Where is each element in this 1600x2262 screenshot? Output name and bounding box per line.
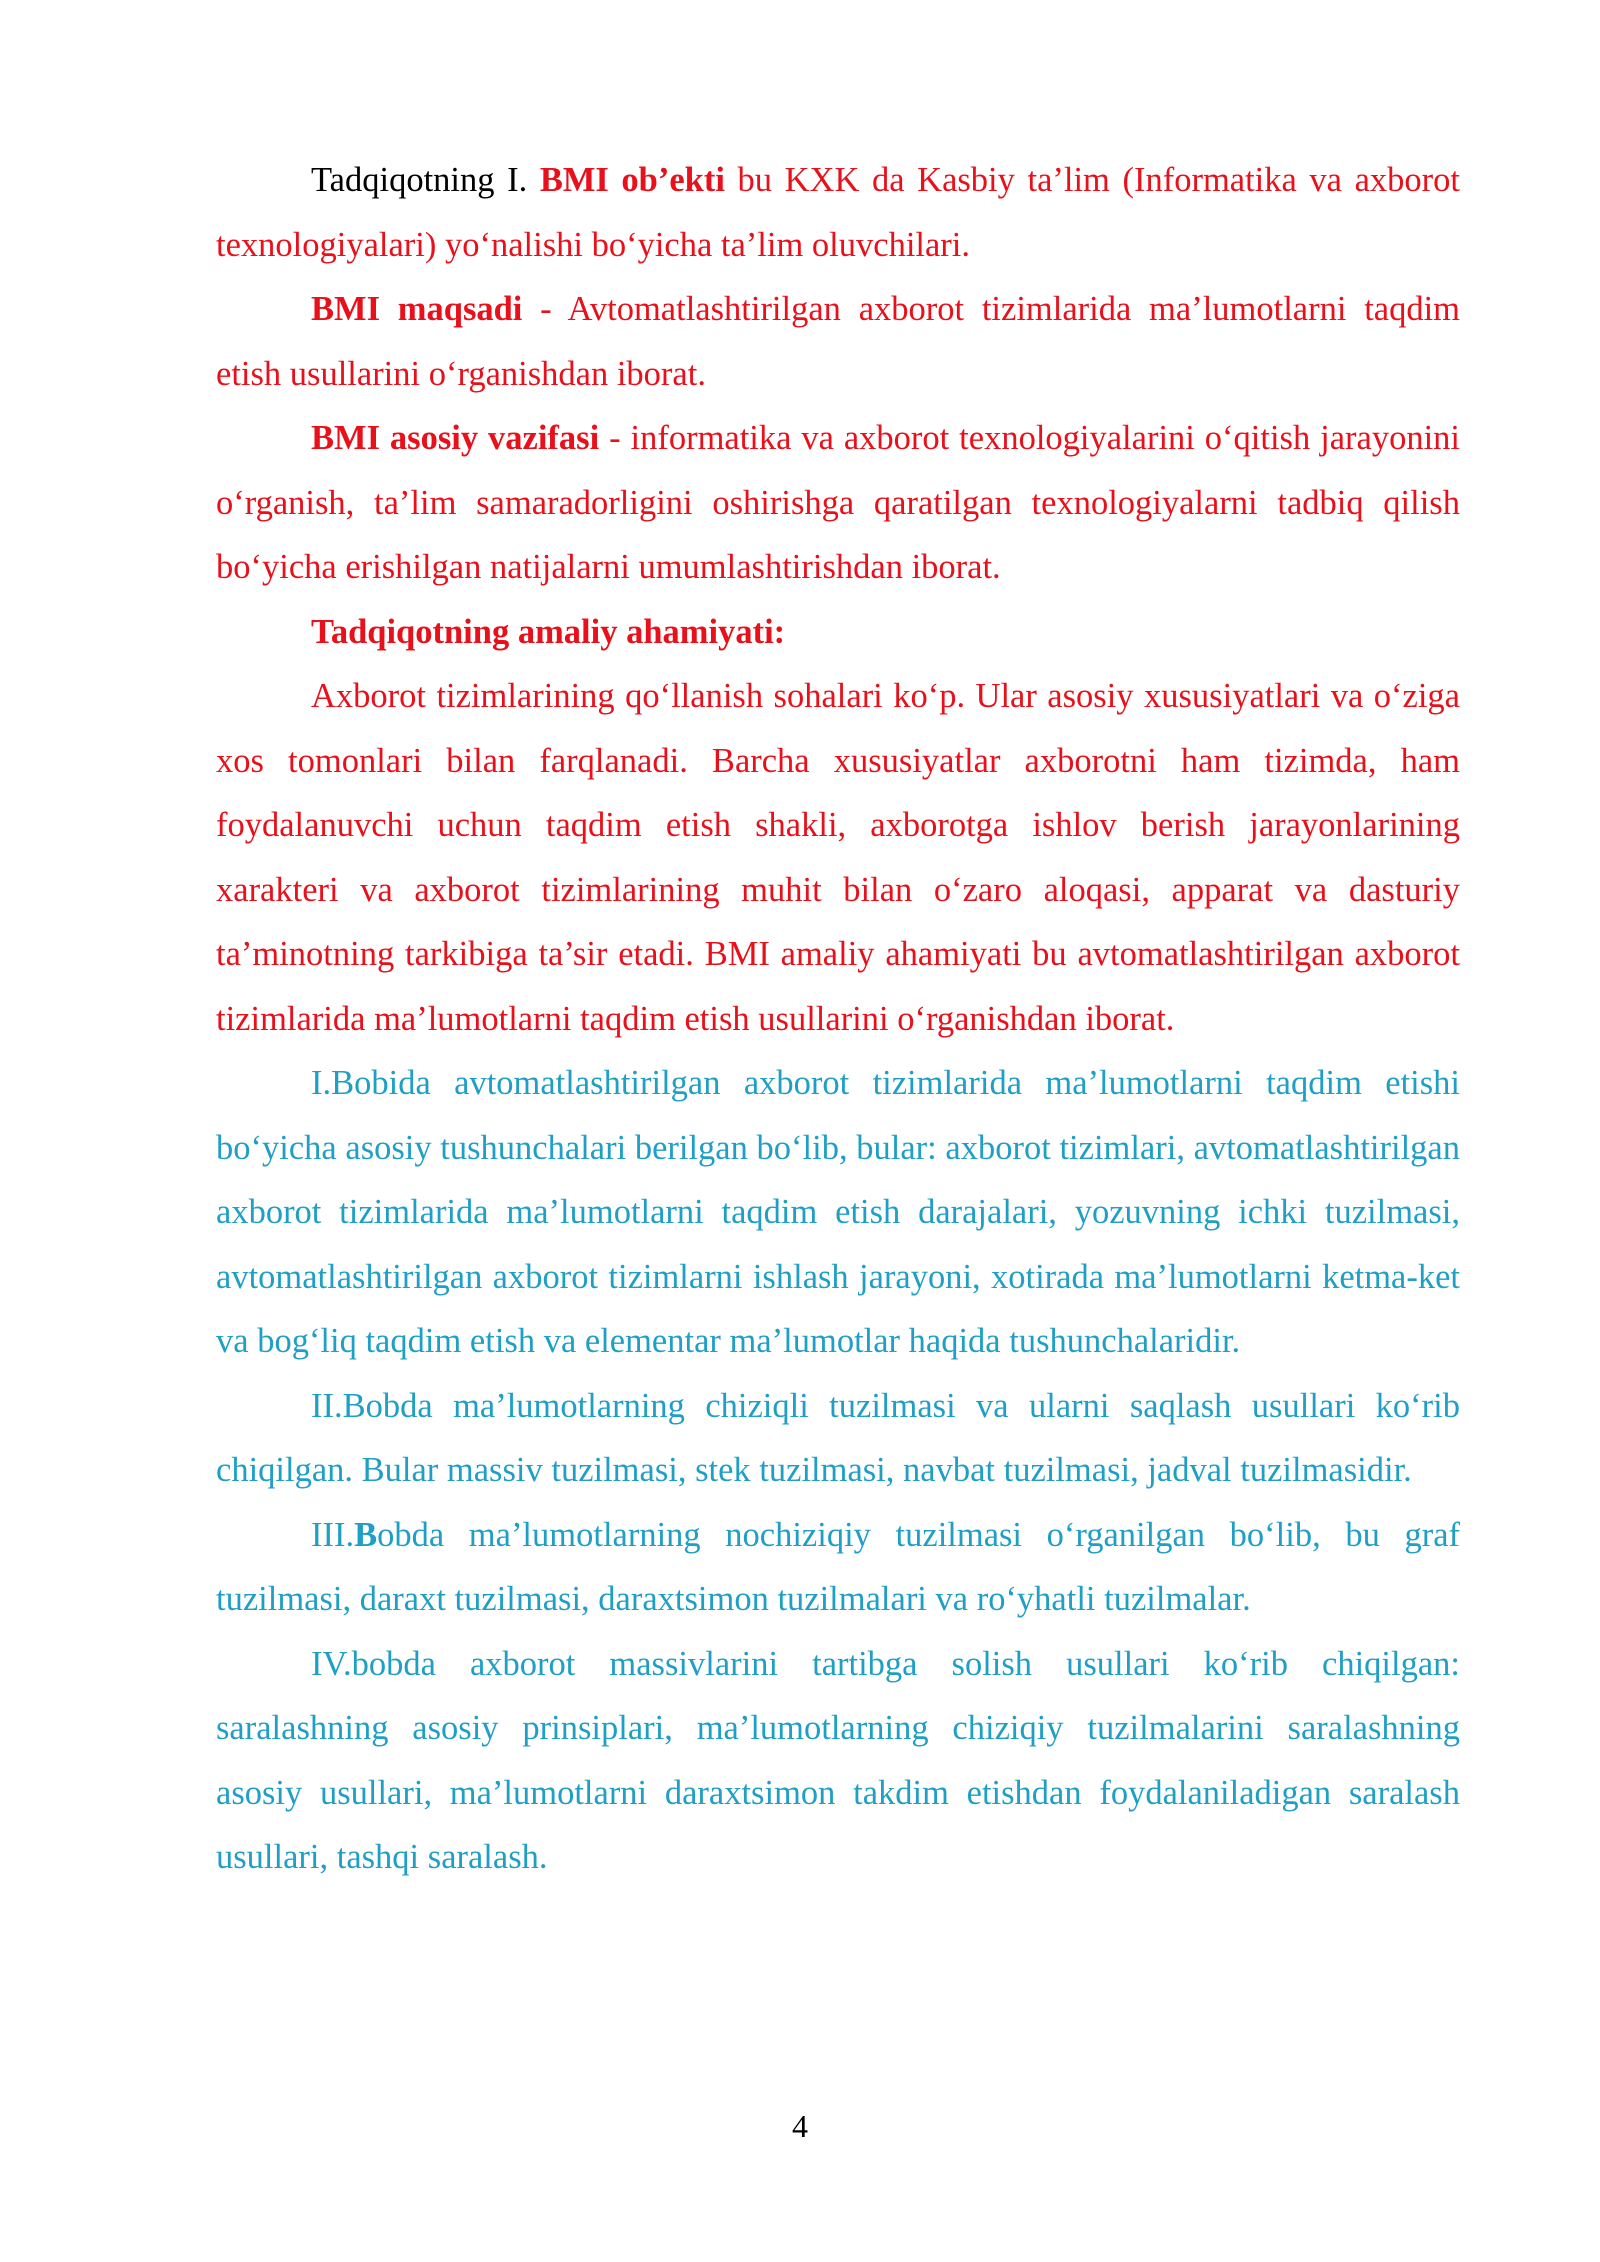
research-object-text-b: axborot texnologiyalari) yo‘nalishi bo‘yicha ta’lim oluvchilari.	[216, 161, 1460, 264]
research-goal-term: BMI maqsadi	[311, 290, 523, 328]
research-object-text-a: bu KXK da Kasbiy ta’lim (Informatika va	[724, 161, 1355, 199]
paragraph-research-goal	[216, 277, 1460, 406]
research-object-term: BMI ob’ekti	[539, 161, 725, 199]
chapter-2-summary: II.Bobda ma’lumotlarning chiziqli tuzilmasi va ularni saqlash usullari ko‘rib chiqilgan. Bular massiv tuzilmasi, stek tuzilmasi, navbat tuzilmasi, jadval tuzilmasidir.	[216, 1386, 1460, 1489]
paragraph-research-task	[216, 406, 1460, 600]
paragraph-chapter-3	[216, 1503, 1460, 1632]
paragraph-chapter-4	[216, 1632, 1460, 1890]
paragraph-practical-heading	[216, 600, 1460, 665]
paragraph-practical-text	[216, 664, 1460, 1051]
paragraph-research-object	[216, 148, 1460, 277]
chapter-1-summary: I.Bobida avtomatlashtirilgan axborot tizimlarida ma’lumotlarni taqdim etishi bo‘yicha asosiy tushunchalari berilgan bo‘lib, bular: axborot tizimlari, avtomatlashtirilgan axborot tizimlarida ma’lumotlarni taqdim etish darajalari, yozuvning ichki tuzilmasi, avtomatlashtirilgan axborot tizimlarni ishlash jarayoni, xotirada ma’lumotlarni ketma-ket va bog‘liq taqdim etish va elementar ma’lumotlar haqida tushunchalaridir.	[216, 1064, 1460, 1360]
research-goal-text: - Avtomatlashtirilgan axborot tizimlarida ma’lumotlarni taqdim etish usullarini o‘rganishdan iborat.	[216, 290, 1461, 393]
chapter-3-bold-letter: B	[354, 1515, 378, 1554]
document-body	[216, 148, 1460, 1890]
chapter-4-summary: IV.bobda axborot massivlarini tartibga solish usullari ko‘rib chiqilgan: saralashning asosiy prinsiplari, ma’lumotlarning chiziqiy tuzilmalarini saralashning asosiy usullari, ma’lumotlarni daraxtsimon takdim etishdan foydalaniladigan saralash usullari, tashqi saralash.	[216, 1644, 1460, 1876]
chapter-3-lead: III.	[311, 1515, 355, 1554]
research-task-term: BMI asosiy vazifasi	[311, 419, 600, 457]
research-object-lead: Tadqiqotning I.	[311, 161, 540, 199]
paragraph-chapter-2	[216, 1374, 1460, 1503]
research-task-text: - informatika va axborot texnologiyalarini o‘qitish jarayonini o‘rganish, ta’lim samaradorligini oshirishga qaratilgan texnologiyalarni tadbiq qilish bo‘yicha erishilgan natijalarni umumlashtirishdan iborat.	[216, 419, 1460, 586]
practical-significance-text: Axborot tizimlarining qo‘llanish sohalari ko‘p. Ular asosiy xususiyatlari va o‘ziga xos tomonlari bilan farqlanadi. Barcha xususiyatlar axborotni ham tizimda, ham foydalanuvchi uchun taqdim etish shakli, axborotga ishlov berish jarayonlarining xarakteri va axborot tizimlarining muhit bilan o‘zaro aloqasi, apparat va dasturiy ta’minotning tarkibiga ta’sir etadi. BMI amaliy ahamiyati bu avtomatlashtirilgan axborot tizimlarida ma’lumotlarni taqdim etish usullarini o‘rganishdan iborat.	[216, 677, 1460, 1038]
practical-significance-heading: Tadqiqotning amaliy ahamiyati:	[311, 612, 786, 651]
paragraph-chapter-1	[216, 1051, 1460, 1374]
chapter-3-summary: obda ma’lumotlarning nochiziqiy tuzilmasi o‘rganilgan bo‘lib, bu graf tuzilmasi, daraxt tuzilmasi, daraxtsimon tuzilmalari va ro‘yhatli tuzilmalar.	[216, 1515, 1460, 1618]
page-number: 4	[792, 2108, 808, 2144]
